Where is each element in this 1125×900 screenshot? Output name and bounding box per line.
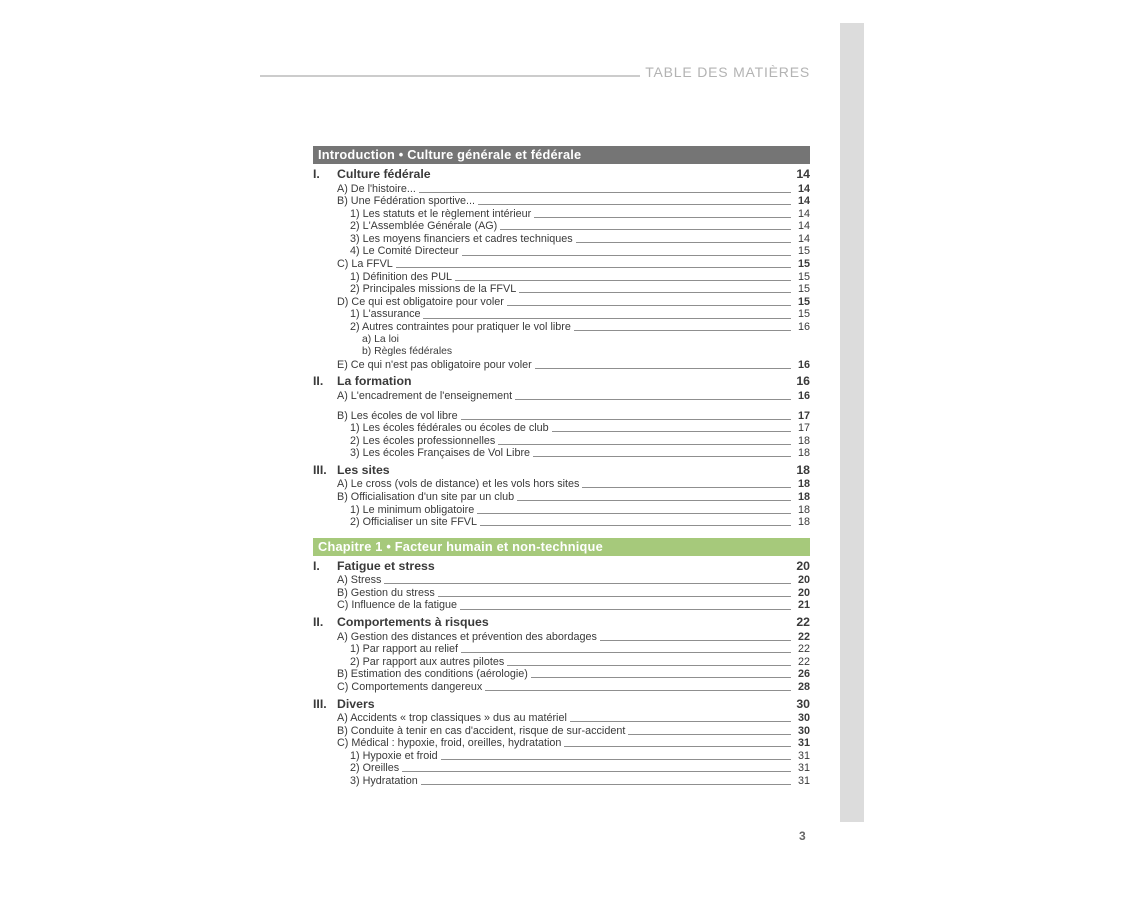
toc-leader-line: [478, 204, 791, 205]
toc-entry-label: 1) Les écoles fédérales ou écoles de club: [350, 422, 549, 435]
toc-page-number: 20: [797, 574, 810, 587]
toc-row[interactable]: [313, 346, 810, 359]
toc-page-number: 31: [797, 737, 810, 750]
toc-leader-line: [396, 267, 791, 268]
toc-entry-label: I. Culture fédérale: [313, 167, 431, 181]
toc-entry-label: III. Les sites: [313, 462, 390, 477]
toc-page-number: 16: [796, 374, 810, 389]
toc-page-number: 30: [796, 696, 810, 711]
toc-entry-label: 1) Par rapport au relief: [350, 643, 459, 656]
toc-page-number: 26: [797, 668, 810, 681]
toc-entry-label: E) Ce qui n'est pas obligatoire pour voler: [337, 358, 532, 371]
toc-row[interactable]: [313, 233, 810, 246]
toc-entry-label: A) Le cross (vols de distance) et les vols hors sites: [337, 478, 580, 491]
toc-page-number: 22: [797, 630, 810, 643]
toc-page-number: 16: [797, 321, 810, 334]
toc-entry-label: a) La loi: [362, 333, 399, 345]
toc-page-number: 16: [797, 389, 810, 402]
toc-page-number: 14: [797, 207, 810, 220]
toc-row[interactable]: [313, 643, 810, 656]
toc-page-number: 22: [797, 643, 810, 656]
toc-page-number: 20: [797, 586, 810, 599]
toc-leader-line: [507, 305, 791, 306]
toc-entry-label: 1) Hypoxie et froid: [350, 749, 438, 762]
toc-row[interactable]: [313, 447, 810, 460]
toc-entry-numeral: I.: [313, 167, 320, 181]
toc-leader-line: [600, 640, 791, 641]
toc-entry-label: 1) Le minimum obligatoire: [350, 503, 475, 516]
toc-entry-label: 1) L'assurance: [350, 308, 421, 321]
toc-page-number: 30: [797, 712, 810, 724]
toc-leader-line: [628, 734, 791, 735]
toc-page-number: 14: [797, 195, 810, 208]
toc-leader-line: [535, 368, 791, 369]
toc-leader-line: [477, 513, 791, 514]
toc-page-number: 20: [796, 558, 810, 573]
toc-page-number: 21: [797, 599, 810, 612]
toc-entry-numeral: III.: [313, 696, 327, 711]
toc-row[interactable]: [313, 491, 810, 504]
toc-row[interactable]: [313, 220, 810, 233]
toc-row[interactable]: [313, 681, 810, 694]
toc-entry-label: 2) Oreilles: [350, 762, 400, 775]
toc-entry-label: A) L'encadrement de l'enseignement: [337, 389, 513, 402]
toc-page-number: 18: [797, 490, 810, 503]
toc-page-number: 30: [797, 724, 810, 737]
toc-page-number: 15: [797, 283, 810, 296]
toc-row[interactable]: [313, 725, 810, 738]
toc-page-number: 22: [797, 655, 810, 668]
toc-page-number: 31: [797, 749, 810, 762]
toc-leader-line: [455, 280, 791, 281]
toc-row[interactable]: [313, 168, 810, 182]
toc-row[interactable]: [313, 183, 810, 196]
toc-row[interactable]: [313, 464, 810, 478]
toc-row[interactable]: [313, 208, 810, 221]
folio-page-number: 3: [799, 829, 806, 843]
toc-row[interactable]: [313, 668, 810, 681]
toc-entry-label: 2) Par rapport aux autres pilotes: [350, 655, 505, 668]
toc-entry-numeral: I.: [313, 558, 320, 573]
scrollbar[interactable]: [840, 23, 864, 822]
toc-leader-line: [507, 665, 791, 666]
toc-row[interactable]: [313, 478, 810, 491]
toc-row[interactable]: [313, 587, 810, 600]
toc-entry-label: B) Gestion du stress: [337, 586, 435, 599]
toc-row[interactable]: [313, 516, 810, 529]
toc-page-number: 15: [797, 245, 810, 258]
toc-row[interactable]: [313, 435, 810, 448]
toc-leader-line: [582, 487, 791, 488]
toc-leader-line: [441, 759, 791, 760]
toc-leader-line: [570, 721, 791, 722]
toc-leader-line: [517, 500, 791, 501]
toc-entry-label: 3) Hydratation: [350, 774, 418, 787]
toc-entry-label: 1) Les statuts et le règlement intérieur: [350, 207, 532, 220]
toc-entry-label: B) Une Fédération sportive...: [337, 195, 476, 208]
toc-row[interactable]: [313, 775, 810, 788]
toc-entry-label: I. Fatigue et stress: [313, 558, 435, 573]
toc-page-number: 15: [797, 258, 810, 271]
toc-row[interactable]: [313, 616, 810, 630]
toc-leader-line: [419, 192, 791, 193]
toc-row[interactable]: [313, 410, 810, 423]
toc-row[interactable]: [313, 334, 810, 347]
toc-entry-label: B) Officialisation d'un site par un club: [337, 490, 515, 503]
toc-page-number: 15: [797, 295, 810, 308]
toc-leader-line: [552, 431, 791, 432]
toc-row[interactable]: [313, 258, 810, 271]
toc-leader-line: [515, 399, 791, 400]
toc-leader-line: [500, 229, 791, 230]
toc-entry-list: [313, 168, 810, 529]
toc-page-number: 28: [797, 680, 810, 693]
section-banner: Introduction • Culture générale et fédérale: [313, 146, 810, 164]
section-banner: Chapitre 1 • Facteur humain et non-technique: [313, 538, 810, 556]
toc-row[interactable]: [313, 390, 810, 403]
toc-entry-label: II. La formation: [313, 374, 412, 389]
toc-leader-line: [531, 677, 791, 678]
toc-row[interactable]: [313, 308, 810, 321]
toc-entry-label: A) De l'histoire...: [337, 182, 416, 195]
toc-entry-label: 2) Les écoles professionnelles: [350, 434, 496, 447]
toc-page-number: 18: [796, 462, 810, 477]
header-rule: [260, 75, 640, 77]
toc-leader-line: [533, 456, 791, 457]
toc-leader-line: [461, 419, 791, 420]
toc-row[interactable]: [313, 762, 810, 775]
toc-page-number: 18: [797, 516, 810, 529]
toc-entry-label: 3) Les écoles Françaises de Vol Libre: [350, 447, 531, 460]
toc-entry-numeral: II.: [313, 615, 324, 630]
toc-page-number: 17: [797, 422, 810, 435]
toc-entry-label: C) La FFVL: [337, 258, 393, 271]
toc-section: [313, 146, 810, 529]
toc-entry-numeral: II.: [313, 374, 324, 389]
toc-leader-line: [460, 609, 791, 610]
toc-leader-line: [574, 330, 791, 331]
toc-page-number: 16: [797, 358, 810, 371]
toc-entry-label: II. Comportements à risques: [313, 615, 489, 630]
toc-page-number: 22: [796, 615, 810, 630]
toc-entry-label: 2) Principales missions de la FFVL: [350, 283, 517, 296]
toc-entry-label: B) Conduite à tenir en cas d'accident, risque de sur-accident: [337, 724, 626, 737]
toc-row[interactable]: [313, 359, 810, 372]
toc-leader-line: [461, 652, 791, 653]
toc-entry-label: A) Accidents « trop classiques » dus au matériel: [337, 712, 567, 724]
toc-entry-numeral: III.: [313, 462, 327, 477]
toc-page-number: 14: [796, 167, 810, 181]
toc-entry-label: 4) Le Comité Directeur: [350, 245, 459, 258]
toc-leader-line: [423, 318, 791, 319]
toc-page-number: 14: [797, 220, 810, 233]
toc-row[interactable]: [313, 574, 810, 587]
toc-leader-line: [438, 596, 791, 597]
toc-row[interactable]: [313, 422, 810, 435]
toc-row[interactable]: [313, 296, 810, 309]
toc-row[interactable]: [313, 195, 810, 208]
toc-page-number: 15: [797, 308, 810, 321]
toc-entry-label: b) Règles fédérales: [362, 346, 453, 358]
toc-entry-label: B) Les écoles de vol libre: [337, 409, 458, 422]
toc-page-number: 17: [797, 409, 810, 422]
toc-row[interactable]: [313, 750, 810, 763]
toc-row[interactable]: [313, 698, 810, 712]
toc-page-number: 18: [797, 503, 810, 516]
toc-entry-label: 2) L'Assemblée Générale (AG): [350, 220, 498, 233]
toc-row[interactable]: [313, 737, 810, 750]
toc-row[interactable]: [313, 599, 810, 612]
toc-leader-line: [402, 771, 791, 772]
toc-entry-label: C) Influence de la fatigue: [337, 599, 458, 612]
toc-entry-label: 2) Officialiser un site FFVL: [350, 516, 478, 529]
toc-leader-line: [534, 217, 791, 218]
toc-entry-label: III. Divers: [313, 696, 375, 711]
toc-row[interactable]: [313, 631, 810, 644]
toc-entry-label: C) Médical : hypoxie, froid, oreilles, hydratation: [337, 737, 562, 750]
toc-page-number: 14: [797, 182, 810, 195]
toc-page-number: 14: [797, 232, 810, 245]
toc-entry-list: [313, 560, 810, 788]
toc-row[interactable]: [313, 560, 810, 574]
toc-entry-label: 2) Autres contraintes pour pratiquer le vol libre: [350, 321, 571, 334]
toc-entry-label: C) Comportements dangereux: [337, 680, 483, 693]
toc-leader-line: [519, 292, 791, 293]
toc-row[interactable]: [313, 321, 810, 334]
toc-page-number: 18: [797, 478, 810, 491]
toc-page-number: 18: [797, 434, 810, 447]
toc-leader-line: [564, 746, 791, 747]
toc-sections: [313, 146, 810, 788]
toc-page-number: 15: [797, 270, 810, 283]
toc-entry-label: A) Gestion des distances et prévention des abordages: [337, 630, 597, 643]
toc-row[interactable]: [313, 271, 810, 284]
toc-row[interactable]: [313, 712, 810, 725]
toc-row[interactable]: [313, 283, 810, 296]
toc-leader-line: [485, 690, 791, 691]
toc-leader-line: [498, 444, 791, 445]
toc-entry-label: 1) Définition des PUL: [350, 270, 453, 283]
toc-leader-line: [576, 242, 791, 243]
toc-row[interactable]: [313, 504, 810, 517]
toc-row[interactable]: [313, 656, 810, 669]
toc-leader-line: [421, 784, 791, 785]
toc-entry-label: D) Ce qui est obligatoire pour voler: [337, 295, 504, 308]
toc-entry-label: A) Stress: [337, 574, 382, 587]
toc-leader-line: [384, 583, 791, 584]
page-title: TABLE DES MATIÈRES: [645, 64, 810, 80]
toc-entry-label: B) Estimation des conditions (aérologie): [337, 668, 528, 681]
toc-leader-line: [462, 255, 791, 256]
toc-section: [313, 538, 810, 788]
toc-page-number: 18: [797, 447, 810, 460]
toc-page-number: 31: [797, 774, 810, 787]
toc-row[interactable]: [313, 245, 810, 258]
toc-entry-label: 3) Les moyens financiers et cadres techniques: [350, 232, 573, 245]
toc-leader-line: [480, 525, 791, 526]
toc-page-number: 31: [797, 762, 810, 775]
toc-row[interactable]: [313, 375, 810, 389]
